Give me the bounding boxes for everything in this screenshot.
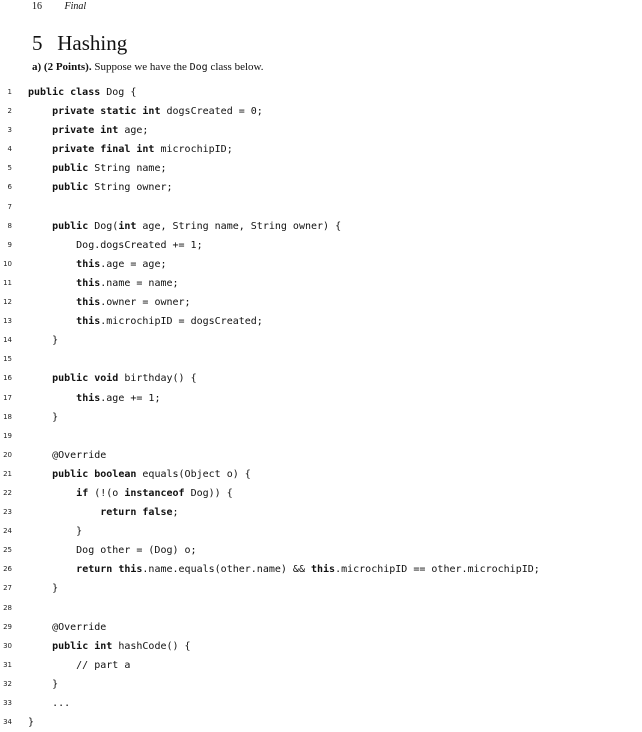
code-token: Dog { — [100, 87, 137, 98]
code-text — [28, 541, 197, 560]
code-token — [28, 221, 52, 232]
line-number: 22 — [3, 488, 12, 497]
code-text — [28, 255, 167, 274]
code-line — [0, 198, 642, 217]
code-text — [28, 522, 82, 541]
code-keyword: this — [76, 258, 101, 270]
code-token: .microchipID == other.microchipID; — [335, 564, 540, 576]
code-token: } — [28, 335, 59, 347]
code-text — [28, 656, 130, 675]
line-number: 20 — [3, 450, 12, 459]
code-keyword: public void — [52, 373, 119, 385]
code-keyword: public boolean — [52, 468, 137, 480]
code-line — [0, 675, 642, 694]
code-token: @Override — [28, 621, 107, 633]
code-token: .name.equals(other.name) && — [142, 564, 311, 576]
code-text — [28, 408, 58, 427]
code-text — [28, 331, 58, 350]
code-token — [28, 507, 100, 518]
code-token — [28, 393, 76, 404]
code-token — [28, 297, 76, 308]
code-line — [0, 159, 642, 178]
code-token — [28, 259, 76, 270]
code-token: .microchipID = dogsCreated; — [100, 316, 263, 328]
code-keyword: public — [52, 220, 89, 232]
code-token: } — [28, 678, 59, 690]
code-token: // part a — [28, 659, 131, 671]
code-token: dogsCreated = 0; — [160, 106, 263, 118]
code-token: Dog)) { — [184, 487, 233, 499]
code-line — [0, 331, 642, 350]
code-text — [28, 579, 58, 598]
code-keyword: int — [118, 220, 137, 232]
code-text — [28, 560, 540, 579]
code-keyword: private static int — [52, 106, 161, 118]
code-text — [28, 389, 160, 408]
code-keyword: if — [76, 487, 89, 499]
code-line — [0, 236, 642, 255]
question-class-name: Dog — [189, 62, 208, 73]
code-text — [28, 83, 136, 102]
code-token: } — [28, 583, 59, 595]
line-number: 12 — [3, 298, 12, 307]
code-token: String name; — [88, 163, 167, 175]
line-number: 24 — [3, 527, 12, 536]
code-line — [0, 599, 642, 618]
line-number: 4 — [7, 145, 12, 154]
line-number: 17 — [3, 393, 12, 402]
code-token — [28, 373, 52, 384]
line-number: 13 — [3, 317, 12, 326]
code-text — [28, 140, 233, 159]
code-token: (!(o — [88, 487, 125, 499]
code-text — [28, 446, 106, 465]
code-token: Dog other = (Dog) o; — [28, 545, 197, 557]
line-number: 19 — [3, 431, 12, 440]
code-line — [0, 408, 642, 427]
code-text — [28, 484, 233, 503]
line-number: 27 — [3, 584, 12, 593]
question-label: a) (2 Points). — [32, 61, 92, 73]
code-line — [0, 369, 642, 388]
code-token: equals(Object o) { — [136, 468, 251, 480]
line-number: 18 — [3, 412, 12, 421]
page-header — [32, 0, 86, 14]
code-keyword: private final int — [52, 144, 155, 156]
code-line — [0, 637, 642, 656]
code-keyword: private int — [52, 125, 119, 137]
code-token — [28, 641, 52, 652]
code-line — [0, 446, 642, 465]
code-line — [0, 312, 642, 331]
code-line — [0, 541, 642, 560]
code-token: String owner; — [88, 182, 173, 194]
code-keyword: this — [76, 297, 101, 309]
line-number: 6 — [7, 183, 12, 192]
code-line — [0, 713, 642, 732]
code-keyword: this — [76, 392, 101, 404]
code-text — [28, 713, 34, 732]
code-token — [28, 125, 52, 136]
code-text — [28, 159, 167, 178]
code-text — [28, 121, 148, 140]
code-keyword: this — [76, 277, 101, 289]
code-line — [0, 427, 642, 446]
code-token: .owner = owner; — [100, 297, 191, 309]
line-number: 34 — [3, 718, 12, 727]
code-token: age, String name, String owner) { — [136, 220, 342, 232]
code-token — [28, 144, 52, 155]
line-number: 7 — [7, 202, 12, 211]
code-token — [28, 316, 76, 327]
code-line — [0, 121, 642, 140]
code-token: .age += 1; — [100, 392, 161, 404]
code-token: } — [28, 411, 59, 423]
code-token — [28, 469, 52, 480]
code-token — [28, 182, 52, 193]
line-number: 15 — [3, 355, 12, 364]
code-token — [28, 106, 52, 117]
code-token: } — [28, 717, 35, 729]
code-text — [28, 503, 179, 522]
code-line — [0, 140, 642, 159]
line-number: 3 — [7, 126, 12, 135]
code-token: .name = name; — [100, 277, 179, 289]
section-number: 5 — [32, 31, 43, 55]
code-token: ... — [28, 698, 71, 709]
code-line — [0, 484, 642, 503]
code-text — [28, 236, 203, 255]
section-title — [32, 30, 127, 56]
code-keyword: public — [52, 163, 89, 175]
line-number: 29 — [3, 622, 12, 631]
code-line — [0, 465, 642, 484]
code-text — [28, 217, 341, 236]
code-token: ; — [172, 507, 179, 519]
code-text — [28, 102, 263, 121]
page-header-title: Final — [64, 1, 87, 12]
code-token — [28, 488, 76, 499]
code-token: Dog( — [88, 220, 119, 232]
code-line — [0, 503, 642, 522]
line-number: 31 — [3, 660, 12, 669]
code-text — [28, 618, 106, 637]
line-number: 2 — [7, 107, 12, 116]
code-line — [0, 618, 642, 637]
code-line — [0, 217, 642, 236]
code-line — [0, 255, 642, 274]
code-line — [0, 274, 642, 293]
code-text — [28, 178, 173, 197]
question-text-after: class below. — [210, 61, 264, 73]
code-text — [28, 369, 197, 388]
line-number: 28 — [3, 603, 12, 612]
code-line — [0, 83, 642, 102]
code-line — [0, 579, 642, 598]
line-number: 26 — [3, 565, 12, 574]
code-text — [28, 675, 58, 694]
line-number: 32 — [3, 679, 12, 688]
code-token: hashCode() { — [112, 640, 191, 652]
line-number: 21 — [3, 469, 12, 478]
line-number: 14 — [3, 336, 12, 345]
line-number: 16 — [3, 374, 12, 383]
code-token — [28, 163, 52, 174]
code-line — [0, 560, 642, 579]
code-text — [28, 465, 251, 484]
page-number: 16 — [32, 1, 42, 12]
code-keyword: public class — [28, 87, 101, 98]
code-line — [0, 694, 642, 713]
code-line — [0, 656, 642, 675]
line-number: 8 — [7, 221, 12, 230]
line-number: 10 — [3, 259, 12, 268]
code-token: age; — [118, 125, 149, 137]
code-token: Dog.dogsCreated += 1; — [28, 239, 203, 251]
code-token — [28, 564, 76, 575]
code-text — [28, 694, 70, 713]
code-keyword: this — [76, 316, 101, 328]
code-line — [0, 522, 642, 541]
question-prompt — [32, 60, 264, 75]
code-text — [28, 293, 191, 312]
code-token: @Override — [28, 449, 107, 461]
code-line — [0, 178, 642, 197]
section-title-text: Hashing — [57, 31, 128, 55]
code-line — [0, 102, 642, 121]
code-keyword: public int — [52, 640, 113, 652]
code-line — [0, 350, 642, 369]
code-token: microchipID; — [154, 144, 233, 156]
line-number: 23 — [3, 508, 12, 517]
code-text — [28, 637, 191, 656]
line-number: 11 — [3, 278, 12, 287]
code-keyword: public — [52, 182, 89, 194]
code-keyword: this — [310, 564, 336, 576]
code-token — [28, 278, 76, 289]
code-keyword: return false — [100, 507, 173, 519]
line-number: 9 — [7, 240, 12, 249]
question-text-before: Suppose we have the — [94, 61, 187, 73]
line-number: 1 — [7, 88, 12, 96]
code-line — [0, 293, 642, 312]
line-number: 30 — [3, 641, 12, 650]
code-line — [0, 389, 642, 408]
code-keyword: instanceof — [124, 487, 185, 499]
code-token: .age = age; — [100, 258, 167, 270]
line-number: 5 — [7, 164, 12, 173]
line-number: 25 — [3, 546, 12, 555]
code-text — [28, 312, 263, 331]
code-text — [28, 274, 179, 293]
code-keyword: return this — [76, 564, 143, 576]
code-token: } — [28, 526, 83, 538]
line-number: 33 — [3, 699, 12, 707]
code-token: birthday() { — [118, 373, 197, 385]
code-listing — [0, 83, 642, 732]
